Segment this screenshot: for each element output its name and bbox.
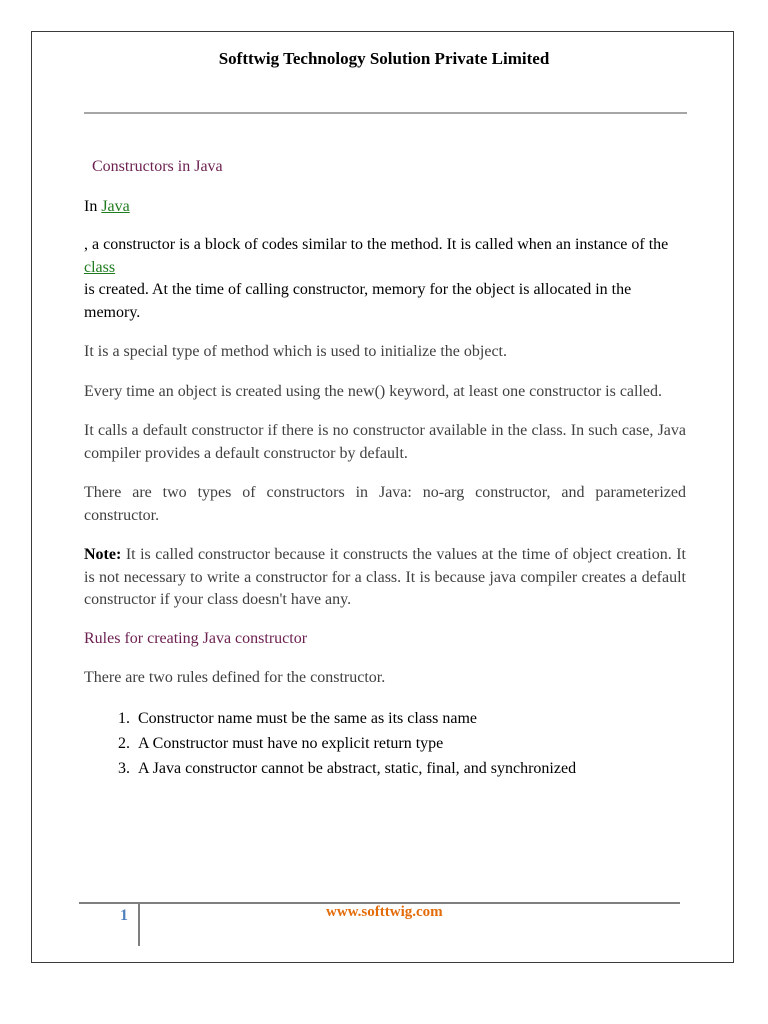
intro-text-part1: , a constructor is a block of codes similar to the method. It is called when an instance of the: [84, 236, 669, 253]
section-heading-rules: Rules for creating Java constructor: [84, 629, 308, 647]
list-item-text: A Java constructor cannot be abstract, static, final, and synchronized: [138, 759, 577, 777]
special-method-paragraph: It is a special type of method which is used to initialize the object.: [84, 343, 507, 360]
in-java-line: [84, 196, 686, 219]
list-item-text: A Constructor must have no explicit return type: [138, 734, 444, 752]
in-prefix: In: [84, 197, 102, 215]
header-title: Softtwig Technology Solution Private Limited: [218, 49, 550, 68]
section-heading-constructors: Constructors in Java: [92, 158, 223, 175]
rules-intro-paragraph: There are two rules defined for the constructor.: [84, 669, 386, 686]
java-link[interactable]: Java: [101, 197, 130, 215]
page-number: 1: [120, 907, 128, 924]
list-item: [84, 758, 686, 783]
note-paragraph: [84, 544, 686, 612]
constructor-types-paragraph: There are two types of constructors in Java: no-arg constructor, and parameterized constructor.: [84, 484, 686, 524]
footer-website-link[interactable]: www.softtwig.com: [326, 904, 443, 920]
note-label: Note:: [84, 546, 122, 563]
list-item-number: 3.: [118, 759, 130, 777]
list-item: [84, 708, 686, 733]
new-keyword-paragraph: Every time an object is created using the new() keyword, at least one constructor is called.: [84, 382, 663, 400]
intro-text-part2: is created. At the time of calling constructor, memory for the object is allocated in the memory.: [84, 281, 632, 321]
list-item-text: Constructor name must be the same as its class name: [138, 709, 478, 727]
class-link[interactable]: class: [84, 258, 116, 276]
note-text: It is called constructor because it constructs the values at the time of object creation. It is not necessary to write a constructor for a class. It is because java compiler creates a default constructor if your class doesn't have any.: [84, 546, 686, 608]
list-item-number: 2.: [118, 734, 130, 752]
intro-paragraph: [84, 234, 686, 324]
list-item: [84, 733, 686, 758]
document-body: [84, 156, 686, 783]
list-item-number: 1.: [118, 709, 130, 727]
default-constructor-paragraph: It calls a default constructor if there is no constructor available in the class. In such case, Java compiler provides a default constructor by default.: [84, 422, 686, 462]
header-divider: [84, 112, 687, 114]
rules-list: [84, 708, 686, 783]
footer-vertical-bar: [138, 902, 140, 946]
